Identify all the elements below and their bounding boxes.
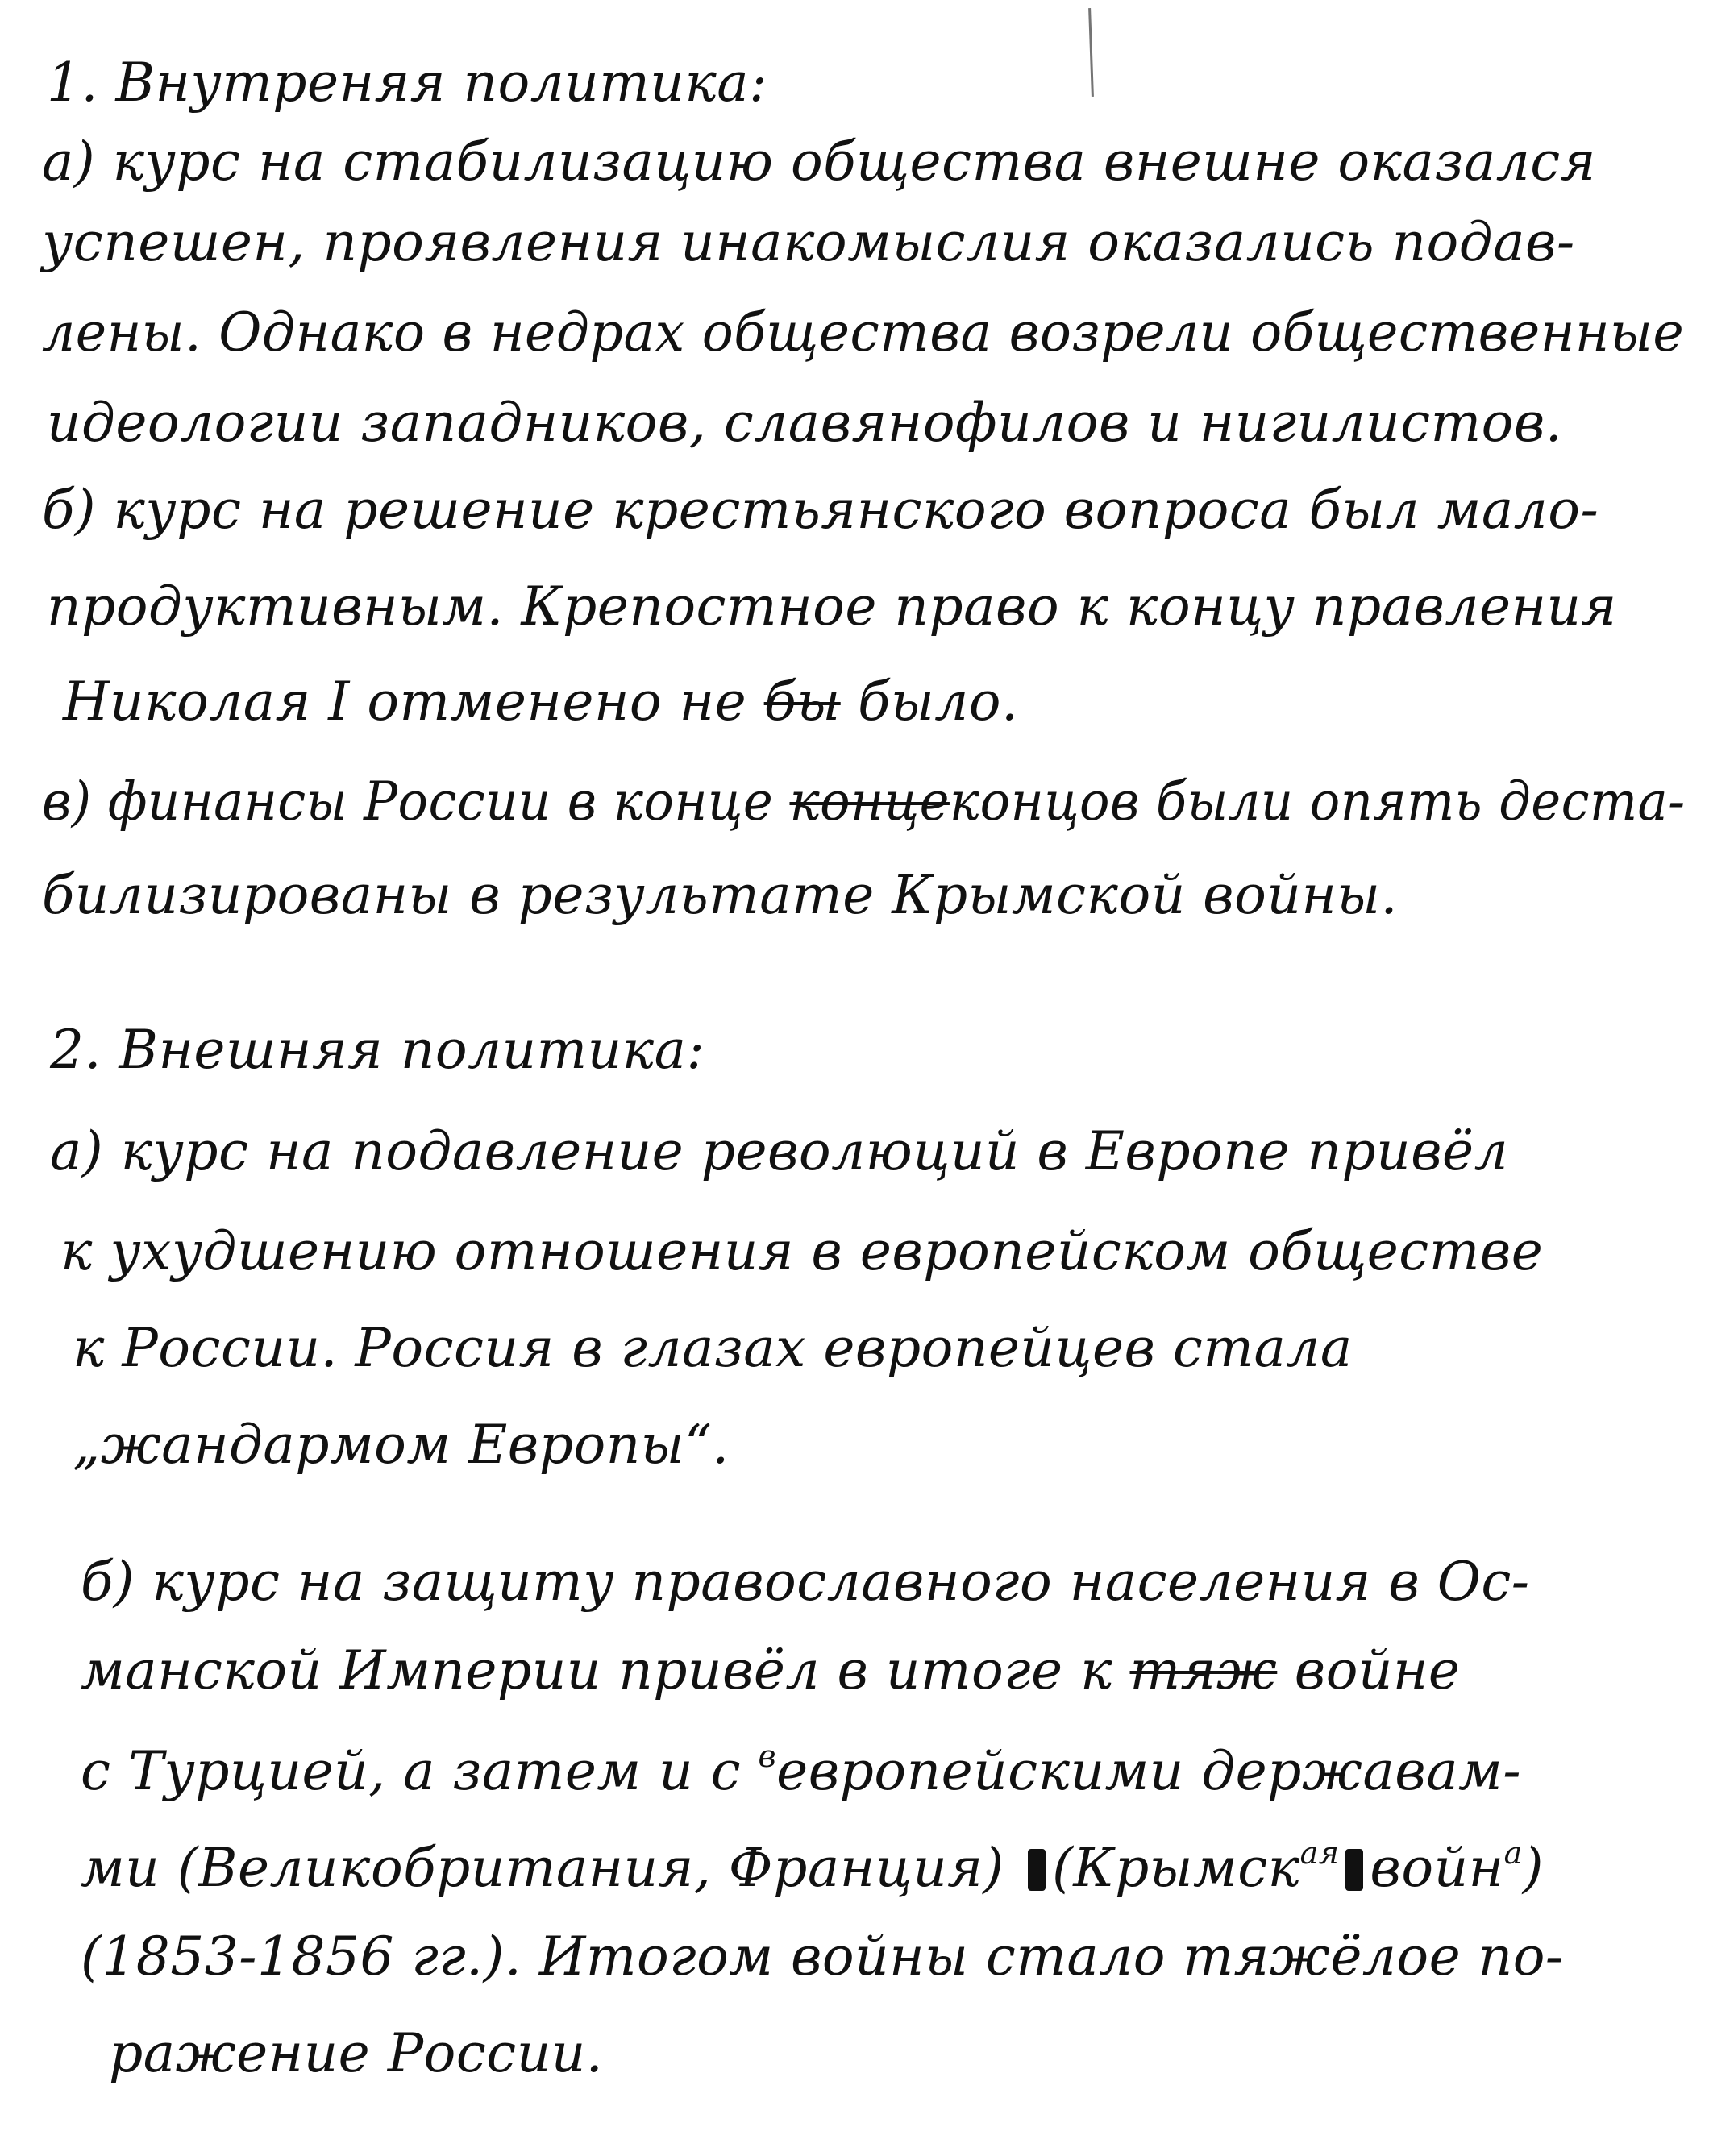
- text-segment: (Крымск: [1052, 1837, 1300, 1899]
- section1-item-b-line: б) курс на решение крестьянского вопроса был мало-: [42, 479, 1599, 541]
- section2-heading: 2. Внешняя политика:: [50, 1019, 705, 1081]
- inserted-letter: а: [1503, 1835, 1523, 1871]
- text-segment: концов были опять деста-: [949, 771, 1686, 833]
- struck-word: конце: [789, 771, 950, 833]
- text-segment: войн: [1370, 1837, 1504, 1899]
- section2-item-a-line: „жандармом Европы“.: [73, 1414, 730, 1476]
- margin-pen-mark: [1088, 8, 1094, 97]
- section2-item-b-line: б) курс на защиту православного населения в Ос-: [81, 1551, 1530, 1613]
- section1-item-a-line: лены. Однако в недрах общества возрели общественные: [42, 301, 1685, 363]
- section1-item-c-line: билизированы в результате Крымской войны.: [42, 864, 1399, 926]
- inserted-letters: ая: [1299, 1835, 1340, 1871]
- struck-word: бы: [763, 671, 841, 733]
- struck-word: тяж: [1129, 1639, 1278, 1701]
- inserted-letter: в: [758, 1739, 777, 1774]
- section1-item-b-line: продуктивным. Крепостное право к концу правления: [47, 575, 1617, 638]
- text-segment: ): [1522, 1837, 1544, 1899]
- section2-item-b-line: (1853-1856 гг.). Итогом войны стало тяжёлое по-: [81, 1925, 1564, 1988]
- section1-item-a-line: успешен, проявления инакомыслия оказались подав-: [42, 211, 1575, 273]
- section2-item-b-line: [81, 1639, 1461, 1701]
- section2-item-a-line: к ухудшению отношения в европейском обществе: [60, 1220, 1544, 1282]
- section1-item-b-line: [63, 671, 1019, 733]
- section2-item-b-line: ражение России.: [109, 2022, 604, 2084]
- text-segment: в) финансы России в конце: [42, 771, 790, 833]
- section2-item-b-line: [81, 1739, 1522, 1802]
- section2-item-b-line: [81, 1835, 1544, 1899]
- text-segment: манской Империи привёл в итоге к: [81, 1639, 1130, 1701]
- section2-item-a-line: а) курс на подавление революций в Европе привёл: [50, 1120, 1509, 1182]
- section2-item-a-line: к России. Россия в глазах европейцев стала: [73, 1317, 1353, 1379]
- section1-item-a-line: идеологии западников, славянофилов и нигилистов.: [47, 392, 1563, 454]
- text-segment: Николая I отменено не: [63, 671, 764, 733]
- text-segment: было.: [840, 671, 1019, 733]
- section1-item-a-line: а) курс на стабилизацию общества внешне оказался: [42, 131, 1596, 193]
- text-segment: с Турцией, а затем и с: [81, 1740, 759, 1802]
- text-segment: европейскими державам-: [776, 1740, 1522, 1802]
- ink-blot: [1028, 1849, 1046, 1891]
- text-segment: ми (Великобритания, Франция): [81, 1837, 1022, 1899]
- section1-heading: 1. Внутреняя политика:: [47, 52, 767, 114]
- ink-blot: [1345, 1849, 1363, 1891]
- text-segment: войне: [1277, 1639, 1461, 1701]
- section1-item-c-line: [42, 771, 1686, 833]
